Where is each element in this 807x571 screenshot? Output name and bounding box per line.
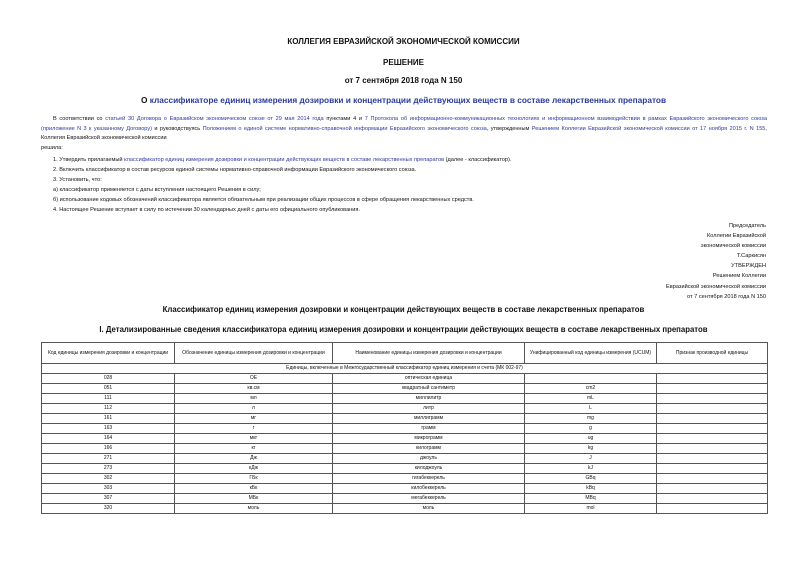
table-cell: 303: [42, 484, 175, 494]
table-cell: mg: [525, 414, 657, 424]
decision-link[interactable]: Решением Коллегии Евразийской экономической комиссии от 17 ноября 2015 г. N 155: [531, 125, 766, 132]
treaty-article-link[interactable]: статьей 30 Договора о Евразийском экономическом союзе от 29 мая 2014 года: [105, 116, 324, 122]
table-cell: литр: [333, 404, 525, 414]
table-row: [42, 404, 768, 414]
table-cell: [657, 464, 768, 474]
table-row: [42, 434, 768, 444]
signature-line: экономической комиссии: [700, 243, 766, 250]
intro-text: пунктами 4: [323, 116, 359, 122]
table-row: [42, 384, 768, 394]
approval-line: от 7 сентября 2018 года N 150: [687, 293, 766, 300]
table-cell: [657, 444, 768, 454]
table-cell: моль: [175, 504, 333, 514]
column-header: Признак производной единицы: [657, 343, 768, 364]
table-cell: миллиграмм: [333, 414, 525, 424]
signature-block: [566, 221, 766, 302]
document-date-number: от 7 сентября 2018 года N 150: [344, 76, 463, 85]
document-subject: [0, 95, 807, 105]
table-row: [42, 444, 768, 454]
subject-link[interactable]: классификаторе единиц измерения дозировки и концентрации действующих веществ в составе лекарственных препаратов: [149, 95, 667, 105]
item-3a: а) классификатор применяется с даты вступления настоящего Решения в силу;: [53, 186, 261, 193]
item-text: 1. Утвердить прилагаемый: [53, 157, 125, 163]
item-1: [53, 156, 767, 166]
table-cell: kJ: [525, 464, 657, 474]
table-cell: 163: [42, 424, 175, 434]
item-4: 4. Настоящее Решение вступает в силу по истечении 30 календарных дней с даты его официального опубликования.: [53, 206, 360, 213]
table-row: [42, 484, 768, 494]
classifier-link[interactable]: классификатор единиц измерения дозировки и концентрации действующих веществ в составе лекарственных препаратов: [124, 157, 445, 163]
table-cell: [657, 484, 768, 494]
protocol-link[interactable]: 7 Протокола об информационно-коммуникационных технологиях и информационном взаимодействии в рамках Евразийского экономического союза (приложение N 3 к указанному Договору): [41, 116, 767, 132]
item-3b: б) использование кодовых обозначений классификатора является обязательным при реализации общих процессов в сфере обращения лекарственных средств.: [53, 196, 474, 203]
document-type: РЕШЕНИЕ: [383, 58, 424, 67]
table-cell: 166: [42, 444, 175, 454]
table-cell: [657, 434, 768, 444]
table-cell: оптическая единица: [333, 374, 525, 384]
column-header: Обозначение единицы измерения дозировки и концентрации: [175, 343, 333, 364]
table-cell: 302: [42, 474, 175, 484]
table-cell: квадратный сантиметр: [333, 384, 525, 394]
intro-paragraph: [41, 115, 767, 153]
table-cell: [657, 394, 768, 404]
decided-label: решила:: [41, 144, 63, 151]
table-cell: 271: [42, 454, 175, 464]
table-row: [42, 424, 768, 434]
table-cell: л: [175, 404, 333, 414]
table-cell: килограмм: [333, 444, 525, 454]
table-cell: 111: [42, 394, 175, 404]
table-cell: mol: [525, 504, 657, 514]
table-cell: [657, 404, 768, 414]
regulation-link[interactable]: Положением о единой системе нормативно-справочной информации Евразийского экономического союза: [202, 125, 487, 132]
table-row: [42, 494, 768, 504]
table-cell: [657, 384, 768, 394]
table-cell: [657, 424, 768, 434]
table-cell: 112: [42, 404, 175, 414]
table-cell: Дж: [175, 454, 333, 464]
signature-line: Председатель: [728, 223, 766, 229]
intro-text: и: [358, 116, 365, 122]
table-cell: [657, 504, 768, 514]
table-row: [42, 454, 768, 464]
table-header-row: [42, 343, 768, 364]
approval-line: УТВЕРЖДЕН: [731, 263, 766, 270]
column-header: Унифицированный код единицы измерения (UCUM): [525, 343, 657, 364]
table-cell: килобеккерель: [333, 484, 525, 494]
group-row: [42, 364, 768, 374]
table-cell: кБк: [175, 484, 333, 494]
table-cell: мл: [175, 394, 333, 404]
table-cell: микрограмм: [333, 434, 525, 444]
table-cell: 028: [42, 374, 175, 384]
approval-line: Решением Коллегии: [712, 273, 766, 280]
column-header: Наименование единицы измерения дозировки и концентрации: [333, 343, 525, 364]
table-cell: mL: [525, 394, 657, 404]
table-row: [42, 394, 768, 404]
intro-text: , утвержденным: [486, 125, 532, 132]
table-cell: kBq: [525, 484, 657, 494]
decision-items: [53, 156, 767, 215]
section-title: I. Детализированные сведения классификатора единиц измерения дозировки и концентрации действующих веществ в составе лекарственных препаратов: [99, 325, 708, 334]
item-2: 2. Включить классификатор в состав ресурсов единой системы нормативно-справочной информации Евразийского экономического союза.: [53, 166, 417, 173]
table-row: [42, 504, 768, 514]
classifier-title: Классификатор единиц измерения дозировки и концентрации действующих веществ в составе лекарственных препаратов: [162, 305, 645, 314]
table-cell: 273: [42, 464, 175, 474]
table-row: [42, 374, 768, 384]
table-cell: миллилитр: [333, 394, 525, 404]
table-cell: ГБк: [175, 474, 333, 484]
table-cell: GBq: [525, 474, 657, 484]
signature-line: Т.Саркисян: [736, 253, 766, 260]
item-3: 3. Установить, что:: [53, 176, 102, 183]
table-cell: 320: [42, 504, 175, 514]
table-cell: 307: [42, 494, 175, 504]
table-cell: килоджоуль: [333, 464, 525, 474]
table-cell: г: [175, 424, 333, 434]
organization-heading: КОЛЛЕГИЯ ЕВРАЗИЙСКОЙ ЭКОНОМИЧЕСКОЙ КОМИССИИ: [287, 37, 520, 46]
table-cell: 161: [42, 414, 175, 424]
table-cell: MBq: [525, 494, 657, 504]
table-cell: [525, 374, 657, 384]
table-cell: kg: [525, 444, 657, 454]
table-cell: мегабеккерель: [333, 494, 525, 504]
table-cell: [657, 494, 768, 504]
table-row: [42, 464, 768, 474]
table-cell: джоуль: [333, 454, 525, 464]
table-row: [42, 474, 768, 484]
table-cell: гигабеккерель: [333, 474, 525, 484]
table-cell: мкг: [175, 434, 333, 444]
table-cell: cm2: [525, 384, 657, 394]
table-cell: [657, 414, 768, 424]
table-cell: грамм: [333, 424, 525, 434]
intro-text: В соответствии со: [53, 116, 106, 122]
table-cell: кв.см: [175, 384, 333, 394]
table-cell: g: [525, 424, 657, 434]
table-cell: МБк: [175, 494, 333, 504]
column-header: Код единицы измерения дозировки и концентрации: [42, 343, 175, 364]
table-cell: [657, 474, 768, 484]
approval-line: Евразийской экономической комиссии: [666, 283, 766, 290]
table-cell: моль: [333, 504, 525, 514]
table-cell: J: [525, 454, 657, 464]
table-cell: мг: [175, 414, 333, 424]
table-cell: ОЕ: [175, 374, 333, 384]
table-cell: 164: [42, 434, 175, 444]
table-cell: [657, 374, 768, 384]
table-cell: L: [525, 404, 657, 414]
classifier-table: [41, 342, 768, 514]
table-cell: ug: [525, 434, 657, 444]
intro-text: , Коллегия Евразийской экономической комиссии: [41, 125, 767, 142]
table-cell: 051: [42, 384, 175, 394]
signature-line: Коллегии Евразийской: [707, 233, 766, 240]
table-row: [42, 414, 768, 424]
subject-prefix: О: [140, 95, 150, 105]
table-cell: [657, 454, 768, 464]
table-cell: кДж: [175, 464, 333, 474]
group-label: Единицы, включенные в Межгосударственный классификатор единиц измерения и счета (МК 002-97): [42, 364, 768, 374]
item-text: (далее - классификатор).: [444, 157, 512, 163]
table-cell: кг: [175, 444, 333, 454]
intro-text: и руководствуясь: [152, 125, 203, 132]
